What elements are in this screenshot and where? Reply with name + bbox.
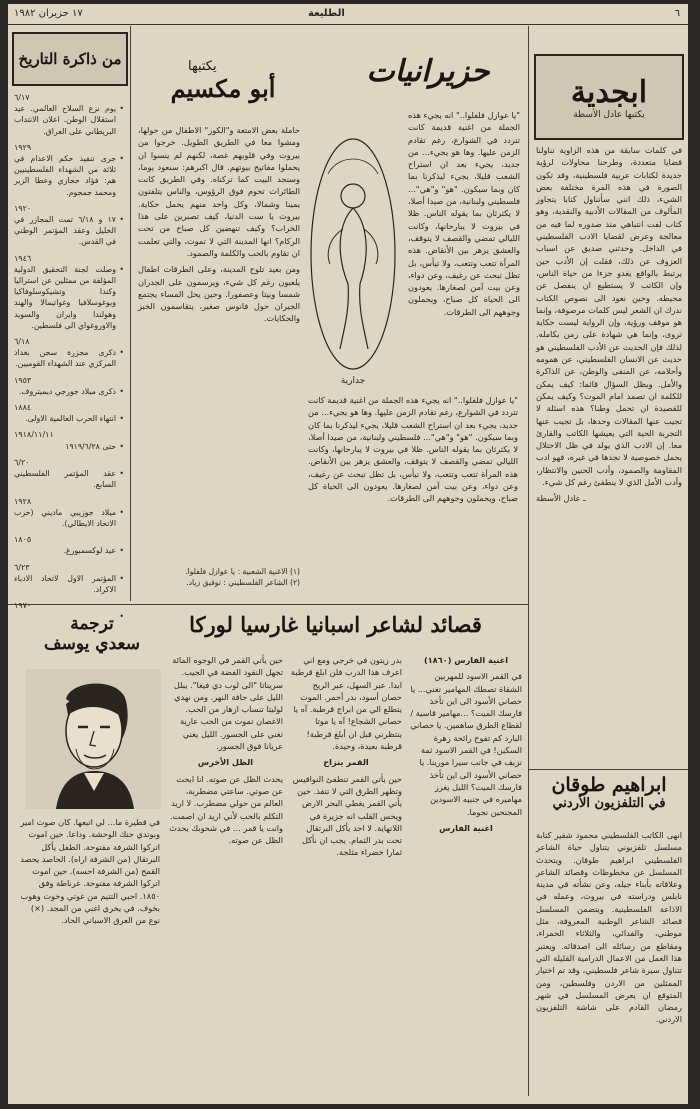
- column-rule: [528, 26, 529, 1096]
- lorca-poem6-column: [20, 816, 160, 1096]
- paper-name: الطليعة: [308, 8, 345, 19]
- timeline-entry: [14, 600, 124, 611]
- timeline-entry: [14, 402, 124, 424]
- translator-name: سعدي يوسف: [44, 634, 140, 654]
- timeline-logo: [12, 32, 128, 86]
- timeline-text: • ١٧ و ٦/١٨ تمت المجازر في الخليل وعقد المؤتمر الوطني في القدس.: [14, 214, 124, 248]
- hazirat-body: "يا عوازل فلفلوا.." انه يجيء هذه الجملة من اغنية قديمة كانت تتردد في الشوارع، رغم تقادم الزمن عليها. وها هو يجيء... من جديد، يجيء بعد ان استراح الشعب قليلا، يجيء ليذكرنا بما كان وبما سيكون. "هو" و"هي"... فلسطيني ولبنانية، من صيدا أصلا، لا يكترثان بما يقوله الناس. ظلا في بيروت لا يبارحانها، وكانت الليالي تمضي والقصف لا يتوقف، والعشق يزهر بين الأنقاض. هذه المرأة تتعب وتتعب، ولا تيأس، بل تظل تبحث عن رغيف، وعن دواء، وعن بيت آمن لصغارها. يعودون الى الحياة كل صباح، ويحملون وجوههم الى الطرقات.: [408, 110, 520, 317]
- timeline-entry: [14, 92, 124, 137]
- timeline-date: ١٩٥٣: [14, 375, 32, 385]
- timeline-entry: [14, 562, 124, 596]
- timeline-text: • وصلت لجنة التحقيق الدولية المؤلفة من ممثلين عن استراليا وكندا وتشيكوسلوفاكيا ويوغوسلافيا وغواتيمالا والهند وهولندا وايران والسويد والاوروغواي الى فلسطين.: [14, 264, 124, 331]
- timeline-text: • انتهاء الحرب العالمية الاولى.: [14, 413, 124, 424]
- yaktubuha-headline: [148, 59, 298, 119]
- abjadiya-signature: ـ عادل الأسطة: [536, 493, 586, 504]
- abjadiya-logo-text: ابجدية: [570, 74, 648, 110]
- lorca-portrait: [26, 669, 161, 809]
- timeline-date: ١٩١٨/١١/١١: [14, 430, 54, 440]
- yaktubuha-body-2: ومن بعيد تلوح المدينة، وعلى الطرقات اطفال يلعبون رغم كل شيء، ويرسمون على الجدران شمسا وبيتا وعصفورا. وحين يحل المساء يجتمع الجيران حول فانوس صغير، يتقاسمون الخبز والحكايات.: [138, 264, 300, 324]
- timeline-text: • ميلاد جوزيبي ماديني (حزب الاتحاد الايطالي).: [14, 507, 124, 529]
- timeline-entry: [14, 142, 124, 198]
- timeline-text: • يوم نزع السلاح العالمي. عيد استقلال الوطن. اعلان الانتداب البريطاني على العراق.: [14, 103, 124, 137]
- lorca-poem1-column: [410, 654, 522, 1094]
- timeline-entry: [14, 203, 124, 248]
- timeline-text: • عيد لوكسمبورغ.: [14, 545, 124, 556]
- ibrahim-headline: [534, 774, 684, 822]
- abjadiya-column: [536, 144, 682, 734]
- timeline-text: • ذكرى ميلاد جورجي ديميتروف.: [14, 386, 124, 397]
- timeline-date: ١٩٧٠: [14, 601, 32, 611]
- lorca-poem2-sign: القمر ينزاح: [323, 757, 369, 768]
- timeline-title: من ذاكرة التاريخ: [18, 50, 122, 68]
- lorca-poem1: في القمر الاسود للمهربين الشقاة تصطك المهامير تغني... يا حصاني الأسود الى اين تأخذ فارسك الميت؟ ...مهامير قاسية / لقطاع الطرق ساهمين. يا حصاني البارد كم تفوح رائحة زهرة السكين! في القمر الاسود ثمة نزيف في جانب سيرا مورينا. يا حصاني الأسود الى اين تأخذ فارسك الميت؟ الليل يغرز مهاميره في جنبيه الاسودين المجنحين نجوما.: [410, 671, 522, 817]
- timeline-list: [14, 92, 124, 611]
- abjadiya-logo: [534, 54, 684, 140]
- timeline-date: ٦/١٧: [14, 93, 30, 102]
- timeline-entry: [14, 336, 124, 370]
- lorca-poem1-title: اغنية الفارس (١٨٦٠): [423, 655, 509, 665]
- lorca-poem3-column: [168, 654, 283, 1094]
- lorca-poem6: في قطيرة ما... لي اتبعها. كان صوت امير وبوتدي حنك الوحشة. وداعا. حين اموت اتركوا الشرفة مفتوحة. الطفل يأكل البرتقال (من الشرفة اراه). الحاصد يحصد القمح (من الشرفة احسه). حين اموت اتركوا الشرفة مفتوحة. غرناطة وفق ١٨٥٠. احبي التتيم من غوتي وخوت وهوب بخوف. في يخري اغني من المجد. (×) نوع من العرق الاسباني الحاد.: [20, 817, 160, 926]
- yaktubuha-column: [138, 124, 300, 564]
- timeline-date: ٦/٢٣: [14, 562, 30, 572]
- lorca-poem3: حين يأتي القمر تنطفئ النواقيس وتظهر الطرق التي لا تنفذ. حين يأتي القمر يغطي البحر الارض ويحس القلب انه جزيرة في اللانهاية. لا احد يأكل البرتقال تحت بدر التمام. يجب ان نأكل ثمارا خضراء مثلجة.: [292, 773, 402, 858]
- page-header: [8, 4, 688, 25]
- timeline-entry: [14, 457, 124, 491]
- abjadiya-byline: يكتبها عادل الأسطة: [573, 109, 645, 120]
- lorca-poem2: بدر زيتون في خرجي ومع اني اعرف هذا الدرب فلن ابلغ قرطبة ابدا. عبر السهل، عبر الريح حصان أسود، بدر أحمر. الموت يتطلع الي من ابراج قرطبة. آه يا حصاني الشجاع! آه يا موتا ينتظرني قبل ان أبلغ قرطبة! قرطبة بعيدة، وحيدة.: [290, 655, 402, 752]
- timeline-entry: [14, 375, 124, 397]
- lorca-headline: قصائد لشاعر اسبانيا غارسيا لوركا: [189, 612, 482, 637]
- lorca-poem1-sign: اغنية الفارس: [439, 822, 493, 833]
- translation-label: ترجمة: [70, 614, 114, 634]
- ibrahim-column: [536, 829, 682, 1097]
- yaktubuha-footnotes: (١) الاغنية الشعبية : يا عوازل فلفلوا. (٢) الشاعر الفلسطيني : توفيق زياد.: [185, 567, 300, 587]
- hazirat-title: حزيرانيات: [366, 54, 490, 89]
- newspaper-page: [8, 4, 688, 1104]
- ibrahim-title-2: في التلفزيون الأردني: [552, 796, 666, 811]
- timeline-entry: [14, 534, 124, 556]
- timeline-text: • ذكرى مجزرة سجن بغداد المركزي عند الشهداء القوميين.: [14, 347, 124, 369]
- lorca-poem3-sign: الظل الأخرس: [197, 757, 254, 768]
- timeline-entry: [14, 253, 124, 331]
- page-number: ٦: [674, 8, 680, 19]
- abjadiya-body: في كلمات سابقة من هذه الزاوية تناولنا قضايا متعددة، وطرحنا محاولات لرؤية جديدة لكتابات عربية فلسطينية، وقد تكون الصورة في هذه المرة مختلفة بعض الشيء، ذلك انني سأتناول كتابا يتجاوز المألوف من المقالات الأدبية والنقدية، وهو كتاب لفت انتباهي منذ صدوره لما فيه من معالجة وعرض لقضايا الادب الفلسطيني في الداخل. وحدثني صديق عن اسباب العزوف عن ذلك، فقلت إن الأدب حين يرتبط بالواقع يغدو جزءا من حياة الناس، وإن الكاتب لا يستطيع ان ينفصل عن محيطه. وحين نعود الى نصوص الكتاب ندرك ان الشعر ليس كلمات مرصوفة، وإنما هو موقف ورؤية، وإن الرواية ليست حكاية تروى، وإنما هي شهادة على زمن بكامله. لذلك فإن الحديث عن الأدب الفلسطيني هو حديث عن الانسان الفلسطيني، عن همومه وأحلامه، عن المنفى والوطن، عن الذاكرة والأمل. ويظل السؤال قائما: كيف يمكن للكلمة ان تصمد امام الموت؟ وكيف يمكن للقصيدة ان تحمل وطنا؟ هذه اسئلة لا تجيب عنها المقالات وحدها، بل تجيب عنها التجربة الحية التي يعيشها الكاتب والقارئ معا. إن الادب الذي يولد في ظل الاحتلال يحمل خصوصية لا نجدها في غيره، فهو ادب المقاومة والصمود، وأدب الحنين والانتظار، وأدب الأمل الذي لا ينطفئ رغم كل شيء.: [536, 145, 682, 488]
- timeline-date: ١٩٢٨: [14, 496, 32, 506]
- translator-heading: [32, 614, 152, 664]
- timeline-date: ١٨٨٤: [14, 403, 32, 413]
- lorca-poem2-column: [290, 654, 402, 1094]
- timeline-text: • عقد المؤتمر الفلسطيني السابع.: [14, 468, 124, 490]
- timeline-date: ٦/٢٠: [14, 457, 30, 467]
- timeline-text: • حتى ١٩١٩/٦/٢٨: [14, 441, 124, 452]
- issue-date: ١٧ حزيران ١٩٨٢: [14, 8, 83, 19]
- yaktubuha-body: حاملة بعض الامتعة و"الكوز" الاطفال من حولها، ومشوا معا في الطريق الطويل. خرجوا من بيروت وفي قلوبهم غصة، لكنهم لم ينسوا ان يحملوا مفاتيح بيوتهم. قال اكبرهم: سنعود يوما، وسنجد البيت كما تركناه. وفي الطريق كانت الطائرات تحوم فوق الرؤوس، والناس يتلفتون يمينا وشمالا، وكل واحد منهم يحمل حكاية. بيروت يا ست الدنيا، كيف تصبرين على هذا الخراب؟ وكيف تنهضين كل صباح من تحت الركام؟ انها المدينة التي لا تموت، والتي تعلمت ان تقاوم بالحب والكلمة والصمود.: [138, 125, 300, 258]
- figure-illustration: [308, 134, 398, 374]
- timeline-entry: [14, 496, 124, 530]
- timeline-date: ١٩٢٠: [14, 203, 32, 213]
- yaktubuha-label: يكتبها: [188, 59, 217, 74]
- timeline-text: • جرى تنفيذ حكم الاعدام في ثلاثة من الشهداء الفلسطينيين هم: فؤاد حجازي وعطا الزير ومحمد جمجوم.: [14, 153, 124, 198]
- timeline-text: • المؤتمر الاول لاتحاد الادباء الاكراد.: [14, 573, 124, 595]
- timeline-entry: [14, 429, 124, 451]
- timeline-date: ١٨٠٥: [14, 535, 32, 545]
- column-rule: [130, 26, 131, 601]
- section-rule: [528, 769, 688, 770]
- lorca-poem5: حين يأتي القمر في الوجوه المائة تجهل النقود الفضة في الجيب. سريناتا "الى لوب دي فيغا". يبلل الليل على حافة النهر. ومن نهدي لوليتا تنساب ازهار من الحب. الاغصان تموت من الحب عارية تغني على الجسور. الليل يغني عريانا فوق الجسور.: [172, 655, 283, 752]
- yaktubuha-name: أبو مكسيم: [170, 74, 276, 103]
- figure-caption: جدارية: [340, 376, 366, 386]
- timeline-date: ٦/١٨: [14, 337, 30, 347]
- lorca-poem4: يحدث الظل عن صوته. انا ابحث عن صوتي. ساعتي مضطربة، العالم من حولي مضطرب. لا اريد التكلم بالحب لأني اريد ان اصمت. وانت يا قمر ... في شحوبك يحدث الظل عن صوته.: [169, 773, 283, 846]
- portrait-drawing: [26, 669, 161, 809]
- yaktubuha-continued: [308, 394, 518, 594]
- ibrahim-title-1: ابراهيم طوقان: [551, 774, 667, 796]
- timeline-date: ١٩٢٩: [14, 142, 32, 152]
- hazirat-body-2: "يا عوازل فلفلوا.." انه يجيء هذه الجملة من اغنية قديمة كانت تتردد في الشوارع، رغم تقادم الزمن عليها. وها هو يجيء... من جديد، يجيء بعد ان استراح الشعب قليلا، يجيء ليذكرنا بما كان وبما سيكون. "هو" و"هي"... فلسطيني ولبنانية، من صيدا أصلا، لا يكترثان بما يقوله الناس. ظلا في بيروت لا يبارحانها، وكانت الليالي تمضي والقصف لا يتوقف، والعشق يزهر بين الأنقاض. هذه المرأة تتعب وتتعب، ولا تيأس، بل تظل تبحث عن رغيف، وعن دواء، وعن بيت آمن لصغارها. يعودون الى الحياة كل صباح، ويحملون وجوههم الى الطرقات.: [308, 395, 518, 504]
- ibrahim-body: انهى الكاتب الفلسطيني محمود شقير كتابة مسلسل تلفزيوني يتناول حياة الشاعر الفلسطيني ابراهيم طوقان. ويتحدث المسلسل عن مخطوطات وقصائد الشاعر وعلاقاته بأبناء جيله، وعن نشأته في مدينة نابلس ودراسته في بيروت، وعمله في الاذاعة الفلسطينية. ويتضمن المسلسل قصائد الشاعر الوطنية المعروفة، مثل موطني، والفدائي، والثلاثاء الحمراء، ومقاطع من رسائله الى اصدقائه. ويعتبر هذا العمل من الاعمال الدرامية القليلة التي تتناول سيرة شاعر فلسطيني، وقد تم اختيار الممثلين من الاردن وفلسطين، ومن المتوقع ان يعرض المسلسل في شهر رمضان القادم على شاشة التلفزيون الاردني.: [536, 830, 682, 1025]
- timeline-date: ١٩٤٦: [14, 253, 32, 263]
- figure-drawing: [308, 134, 398, 374]
